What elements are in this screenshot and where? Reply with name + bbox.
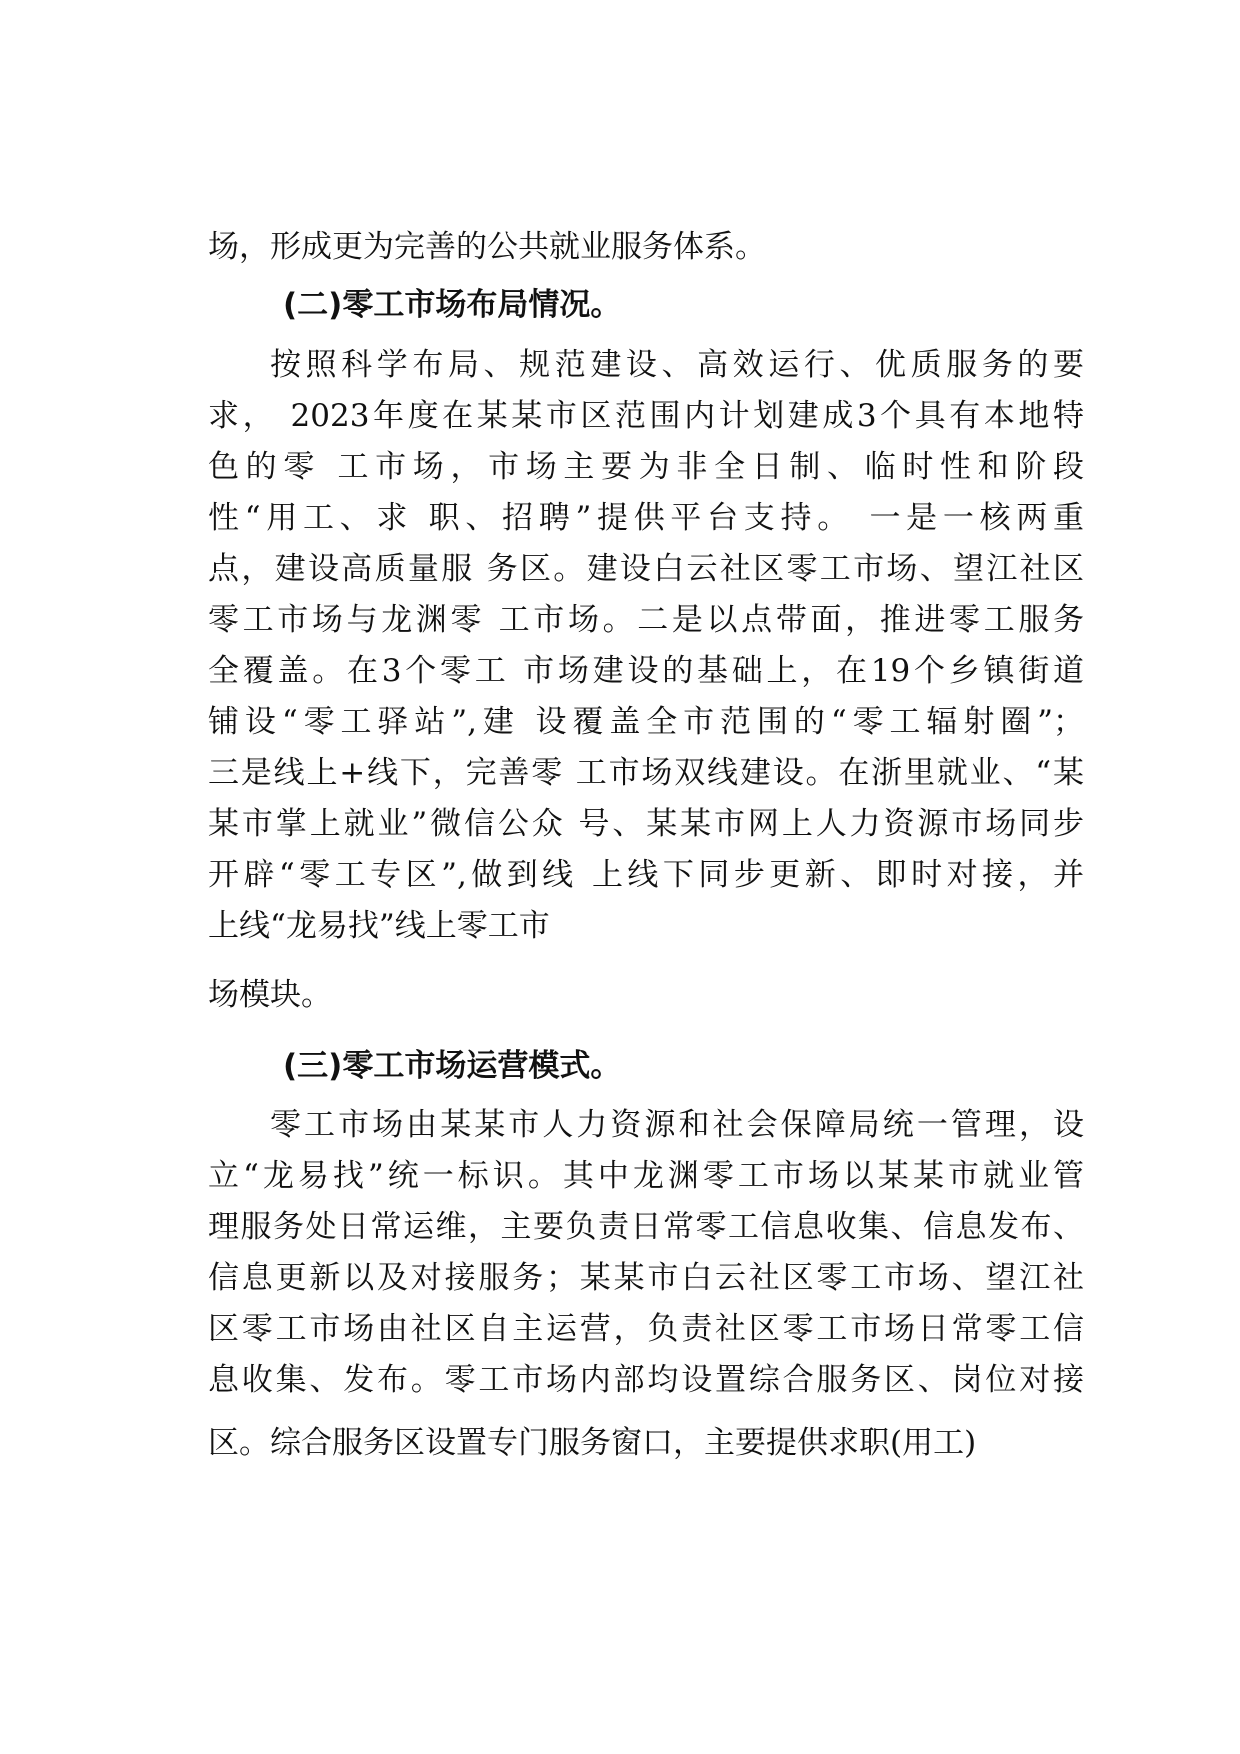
- paragraph-line: 全覆盖。在3个零工 市场建设的基础上，在19个乡镇街道: [208, 653, 1084, 689]
- paragraph-line: 性“用工、求 职、招聘”提供平台支持。 一是一核两重: [208, 500, 1084, 536]
- paragraph-line: 息收集、发布。零工市场内部均设置综合服务区、岗位对接: [208, 1362, 1084, 1398]
- paragraph-line: 信息更新以及对接服务；某某市白云社区零工市场、望江社: [208, 1260, 1084, 1296]
- paragraph-line: 零工市场与龙渊零 工市场。二是以点带面，推进零工服务: [208, 602, 1084, 638]
- paragraph-line: 上线“龙易找”线上零工市: [208, 908, 550, 944]
- paragraph-line: 求， 2023年度在某某市区范围内计划建成3个具有本地特: [208, 398, 1084, 434]
- paragraph-line: 零工市场由某某市人力资源和社会保障局统一管理，设: [270, 1107, 1084, 1143]
- paragraph-line: 开辟“零工专区”,做到线 上线下同步更新、即时对接，并: [208, 857, 1084, 893]
- section-heading-operation: (三)零工市场运营模式。: [283, 1048, 622, 1084]
- paragraph-line: 某市掌上就业”微信公众 号、某某市网上人力资源市场同步: [208, 806, 1084, 842]
- paragraph-line: 理服务处日常运维，主要负责日常零工信息收集、信息发布、: [208, 1209, 1084, 1245]
- paragraph-line: 铺设“零工驿站”,建 设覆盖全市范围的“零工辐射圈”；: [208, 704, 1084, 740]
- paragraph-line: 色的零 工市场，市场主要为非全日制、临时性和阶段: [208, 449, 1084, 485]
- paragraph-line: 区。综合服务区设置专门服务窗口，主要提供求职(用工): [208, 1425, 977, 1461]
- paragraph-line: 按照科学布局、规范建设、高效运行、优质服务的要: [270, 347, 1084, 383]
- paragraph-line: 三是线上+线下，完善零 工市场双线建设。在浙里就业、“某: [208, 755, 1084, 791]
- paragraph-line: 场，形成更为完善的公共就业服务体系。: [208, 229, 766, 265]
- paragraph-line: 区零工市场由社区自主运营，负责社区零工市场日常零工信: [208, 1311, 1084, 1347]
- paragraph-line: 场模块。: [208, 977, 332, 1013]
- section-heading-layout: (二)零工市场布局情况。: [283, 287, 622, 323]
- paragraph-line: 点，建设高质量服 务区。建设白云社区零工市场、望江社区: [208, 551, 1084, 587]
- paragraph-line: 立“龙易找”统一标识。其中龙渊零工市场以某某市就业管: [208, 1158, 1084, 1194]
